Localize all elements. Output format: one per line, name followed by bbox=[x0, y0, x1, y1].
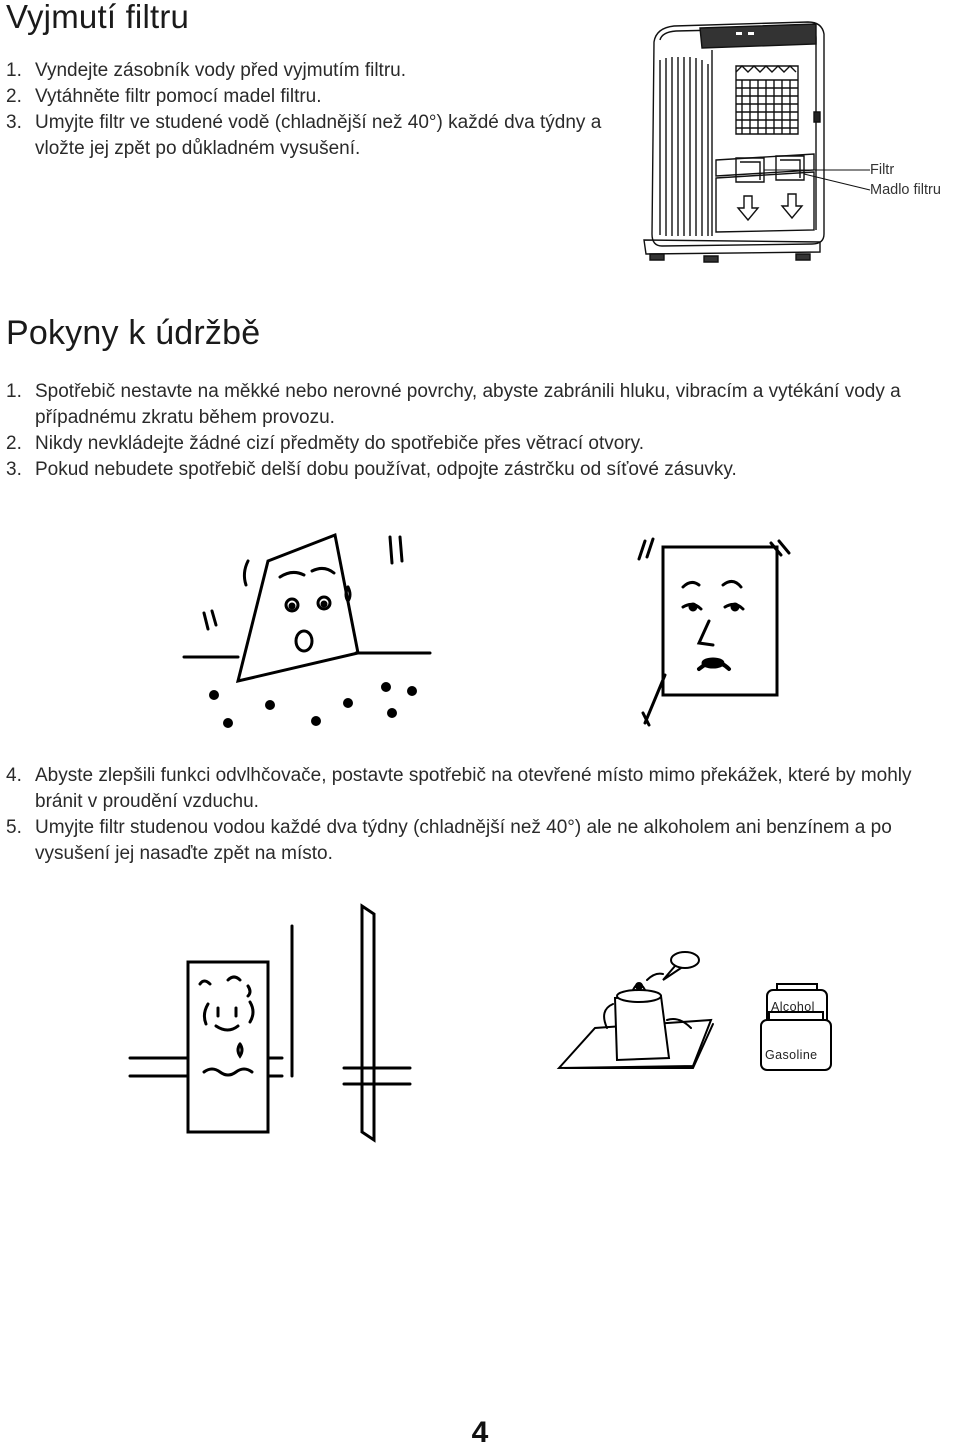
list-item: 2. Nikdy nevkládejte žádné cizí předměty do spotřebiče přes větrací otvory. bbox=[6, 433, 644, 454]
callout-filter-handle: Madlo filtru bbox=[870, 182, 941, 198]
section-title-filter-removal: Vyjmutí filtru bbox=[6, 0, 190, 35]
alcohol-label: Alcohol bbox=[771, 1000, 815, 1014]
list-item: 1. Vyndejte zásobník vody před vyjmutím filtru. bbox=[6, 60, 407, 81]
tilted-unit-illustration bbox=[180, 525, 430, 740]
callout-filter: Filtr bbox=[870, 162, 895, 178]
maintenance-steps bbox=[6, 379, 946, 483]
filter-removal-steps bbox=[6, 58, 616, 162]
section-title-maintenance: Pokyny k údržbě bbox=[6, 314, 261, 352]
list-item: 3. Pokud nebudete spotřebič delší dobu používat, odpojte zástrčku od síťové zásuvky. bbox=[6, 459, 737, 480]
dehumidifier-illustration bbox=[640, 20, 830, 270]
list-item: 4. Abyste zlepšili funkci odvlhčovače, postavte spotřebič na otevřené místo mimo překážek, které by mohly bránit v proudění vzduchu. bbox=[6, 765, 912, 812]
unit-near-wall-illustration bbox=[130, 900, 410, 1140]
list-item: 2. Vytáhněte filtr pomocí madel filtru. bbox=[6, 86, 322, 107]
page-number: 4 bbox=[471, 1416, 489, 1449]
list-item: 3. Umyjte filtr ve studené vodě (chladnější než 40°) každé dva týdny a vložte jej zpět po důkladném vysušení. bbox=[6, 112, 602, 159]
gasoline-label: Gasoline bbox=[765, 1048, 818, 1062]
maintenance-steps-continued bbox=[6, 763, 960, 867]
list-item: 1. Spotřebič nestavte na měkké nebo nerovné povrchy, abyste zabránili hluku, vibracím a vytékání vody a případnému zkratu během provozu. bbox=[6, 381, 901, 428]
sad-unit-illustration bbox=[625, 535, 795, 730]
list-item: 5. Umyjte filtr studenou vodou každé dva týdny (chladnější než 40°) ale ne alkoholem ani benzínem a po vysušení jej nasaďte zpět na místo. bbox=[6, 817, 892, 864]
